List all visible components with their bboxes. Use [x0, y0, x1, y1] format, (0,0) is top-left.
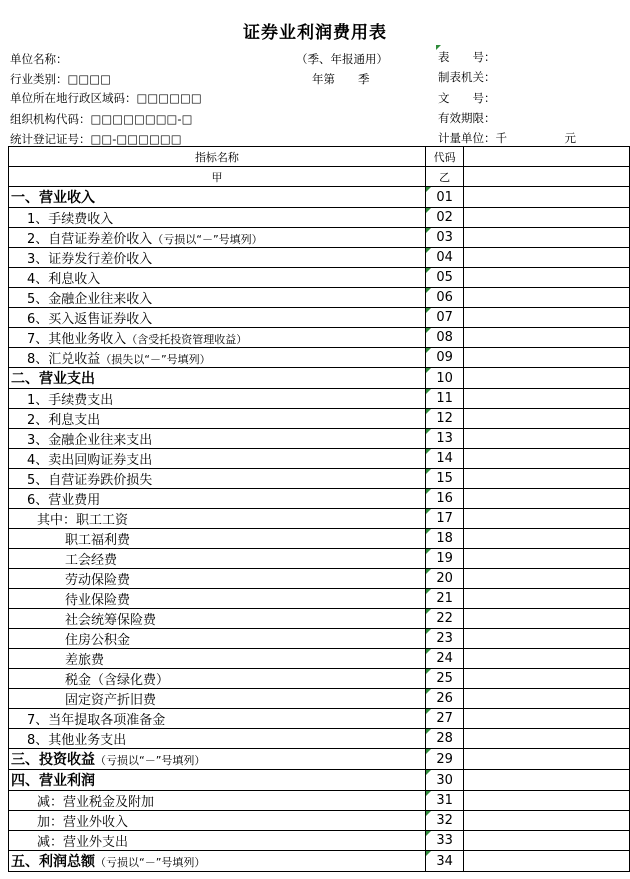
unit-name-label: 单位名称：: [10, 52, 68, 66]
row-code: [425, 308, 464, 328]
row-name-text: 职工福利费: [65, 533, 131, 548]
row-name-text: 减：营业外支出: [37, 835, 129, 850]
cell-marker-icon: [426, 770, 431, 775]
stat-reg-no-label: 统计登记证号：: [10, 132, 91, 146]
row-indicator-name: [9, 811, 426, 831]
row-code: [425, 609, 464, 629]
cell-marker-icon: [426, 709, 431, 714]
row-name-text: 减：营业税金及附加: [37, 795, 155, 810]
row-name-text: 8、其他业务支出: [27, 733, 127, 748]
cell-marker-icon: [426, 389, 431, 394]
row-value-cell[interactable]: [464, 729, 630, 749]
row-indicator-name: [9, 288, 426, 308]
cell-marker-icon: [426, 689, 431, 694]
row-code: [425, 469, 464, 489]
row-code-text: 01: [436, 189, 453, 205]
row-code-text: 32: [436, 813, 453, 828]
row-code-text: 28: [436, 731, 453, 746]
row-code-text: 31: [436, 793, 453, 808]
table-row: [9, 729, 630, 749]
table-row: [9, 811, 630, 831]
row-code: [425, 268, 464, 288]
row-code-text: 10: [436, 370, 453, 386]
row-value-cell[interactable]: [464, 469, 630, 489]
stat-reg-no: [10, 131, 182, 147]
cell-marker-icon: [426, 629, 431, 634]
row-value-cell[interactable]: [464, 509, 630, 529]
cell-marker-icon: [426, 228, 431, 233]
row-name-text: 住房公积金: [65, 633, 131, 648]
row-value-cell[interactable]: [464, 589, 630, 609]
stat-reg-no-value[interactable]: □□-□□□□□□: [90, 132, 182, 146]
row-code: [425, 248, 464, 268]
row-indicator-name: [9, 208, 426, 228]
row-indicator-name: [9, 228, 426, 248]
row-indicator-name: [9, 348, 426, 368]
row-code: [425, 831, 464, 851]
row-name-text: 固定资产折旧费: [65, 693, 157, 708]
row-name-text: 5、自营证券跌价损失: [27, 473, 153, 488]
cell-marker-icon: [426, 791, 431, 796]
cell-marker-icon: [426, 449, 431, 454]
row-name-text: 待业保险费: [65, 593, 131, 608]
row-name-text: 7、当年提取各项准备金: [27, 713, 166, 728]
org-code: [10, 111, 192, 127]
row-name-text: 6、买入返售证券收入: [27, 312, 153, 327]
row-indicator-name: [9, 669, 426, 689]
table-row: [9, 429, 630, 449]
row-value-cell[interactable]: [464, 689, 630, 709]
row-indicator-name: [9, 409, 426, 429]
cell-marker-icon: [426, 308, 431, 313]
row-indicator-name: [9, 770, 426, 791]
row-indicator-name: [9, 609, 426, 629]
row-code-text: 17: [436, 511, 453, 526]
row-indicator-name: [9, 449, 426, 469]
row-code: [425, 549, 464, 569]
row-value-cell[interactable]: [464, 549, 630, 569]
table-row: [9, 689, 630, 709]
row-value-cell[interactable]: [464, 831, 630, 851]
row-value-cell[interactable]: [464, 248, 630, 268]
row-code-text: 12: [436, 411, 453, 426]
row-code: [425, 791, 464, 811]
row-code: [425, 489, 464, 509]
cell-marker-icon: [426, 831, 431, 836]
row-code: [425, 228, 464, 248]
row-value-cell[interactable]: [464, 609, 630, 629]
profit-expense-table: [8, 146, 630, 872]
cell-marker-icon: [426, 469, 431, 474]
row-value-cell[interactable]: [464, 669, 630, 689]
row-code-text: 11: [436, 391, 453, 406]
row-indicator-name: [9, 368, 426, 389]
cell-marker-icon: [426, 409, 431, 414]
row-note-text: （亏损以“－”号填列）: [152, 233, 263, 246]
row-indicator-name: [9, 469, 426, 489]
validity-label: 有效期限：: [438, 111, 496, 125]
row-value-cell[interactable]: [464, 288, 630, 308]
row-value-cell[interactable]: [464, 629, 630, 649]
row-indicator-name: [9, 248, 426, 268]
table-row: [9, 308, 630, 328]
region-code-value[interactable]: □□□□□□: [136, 91, 202, 105]
org-code-value[interactable]: □□□□□□□□-□: [90, 112, 193, 126]
table-row: [9, 509, 630, 529]
row-value-cell[interactable]: [464, 749, 630, 770]
row-code-text: 09: [436, 350, 453, 365]
row-indicator-name: [9, 589, 426, 609]
cell-marker-icon: [426, 609, 431, 614]
table-row: [9, 368, 630, 389]
row-code-text: 33: [436, 833, 453, 848]
row-code: [425, 449, 464, 469]
row-name-text: 8、汇兑收益: [27, 352, 101, 367]
row-code: [425, 709, 464, 729]
row-code-text: 04: [436, 250, 453, 265]
row-code-text: 03: [436, 230, 453, 245]
row-code-text: 05: [436, 270, 453, 285]
row-name-text: 3、金融企业往来支出: [27, 433, 153, 448]
cell-marker-icon: [426, 811, 431, 816]
cell-marker-icon: [426, 208, 431, 213]
row-name-text: 加：营业外收入: [37, 815, 129, 830]
row-name-text: 二、营业支出: [11, 371, 95, 387]
table-row: [9, 669, 630, 689]
row-name-text: 社会统筹保险费: [65, 613, 157, 628]
row-code-text: 26: [436, 691, 453, 706]
row-name-text: 3、证券发行差价收入: [27, 252, 153, 267]
row-name-text: 5、金融企业往来收入: [27, 292, 153, 307]
cell-marker-icon: [426, 729, 431, 734]
row-value-cell[interactable]: [464, 328, 630, 348]
row-name-text: 差旅费: [65, 653, 105, 668]
row-name-text: 4、利息收入: [27, 272, 101, 287]
region-code: [10, 90, 202, 106]
row-code: [425, 348, 464, 368]
row-indicator-name: [9, 831, 426, 851]
cell-marker-icon: [426, 489, 431, 494]
cell-marker-icon: [426, 429, 431, 434]
row-indicator-name: [9, 709, 426, 729]
col-header-code-sub: 乙: [425, 167, 464, 187]
row-value-cell[interactable]: [464, 489, 630, 509]
row-name-text: 一、营业收入: [11, 190, 95, 206]
row-value-cell[interactable]: [464, 569, 630, 589]
row-value-cell[interactable]: [464, 187, 630, 208]
row-code: [425, 589, 464, 609]
table-row: [9, 389, 630, 409]
issuing-authority-label: 制表机关：: [438, 70, 496, 84]
row-code-text: 25: [436, 671, 453, 686]
row-code-text: 16: [436, 491, 453, 506]
row-note-text: （含受托投资管理收益）: [126, 333, 248, 346]
row-name-text: 五、利润总额: [11, 854, 95, 870]
col-header-value: [464, 147, 630, 167]
row-value-cell[interactable]: [464, 429, 630, 449]
row-note-text: （损失以“－”号填列）: [100, 353, 211, 366]
row-name-text: 2、利息支出: [27, 413, 101, 428]
table-row: [9, 791, 630, 811]
row-code: [425, 529, 464, 549]
row-value-cell[interactable]: [464, 709, 630, 729]
row-code: [425, 288, 464, 308]
row-code: [425, 328, 464, 348]
row-code: [425, 851, 464, 872]
table-row: [9, 187, 630, 208]
row-indicator-name: [9, 389, 426, 409]
table-row: [9, 328, 630, 348]
cell-marker-icon: [426, 549, 431, 554]
cell-marker-icon: [426, 529, 431, 534]
cell-marker-icon: [426, 749, 431, 754]
table-row: [9, 709, 630, 729]
cell-marker-icon: [426, 248, 431, 253]
table-row: [9, 569, 630, 589]
table-row: [9, 749, 630, 770]
row-code-text: 18: [436, 531, 453, 546]
row-code-text: 20: [436, 571, 453, 586]
cell-marker-icon: [426, 649, 431, 654]
row-code: [425, 509, 464, 529]
row-value-cell[interactable]: [464, 409, 630, 429]
row-code: [425, 749, 464, 770]
row-value-cell[interactable]: [464, 791, 630, 811]
row-code-text: 23: [436, 631, 453, 646]
table-row: [9, 409, 630, 429]
cell-marker-icon: [426, 669, 431, 674]
cell-marker-icon: [426, 187, 431, 192]
table-row: [9, 589, 630, 609]
row-value-cell[interactable]: [464, 348, 630, 368]
row-value-cell[interactable]: [464, 449, 630, 469]
year-season[interactable]: 年第 季: [312, 72, 370, 86]
row-indicator-name: [9, 529, 426, 549]
col-header-name-sub: 甲: [9, 167, 426, 187]
row-indicator-name: [9, 429, 426, 449]
row-name-text: 7、其他业务收入: [27, 332, 127, 347]
row-code-text: 19: [436, 551, 453, 566]
sheet-title: 证券业利润费用表: [243, 23, 387, 43]
row-name-text: 三、投资收益: [11, 752, 95, 768]
row-code: [425, 770, 464, 791]
row-value-cell[interactable]: [464, 649, 630, 669]
cell-marker-icon: [426, 328, 431, 333]
row-value-cell[interactable]: [464, 368, 630, 389]
row-code: [425, 569, 464, 589]
row-code-text: 30: [436, 772, 453, 788]
table-row: [9, 208, 630, 228]
row-indicator-name: [9, 489, 426, 509]
row-indicator-name: [9, 629, 426, 649]
form-number-label: 表 号：: [438, 50, 496, 64]
industry-category: [10, 71, 111, 87]
table-row: [9, 248, 630, 268]
row-code-text: 24: [436, 651, 453, 666]
document-number-label: 文 号：: [438, 91, 496, 105]
season-note: （季、年报通用）: [296, 52, 388, 66]
row-name-text: 1、手续费收入: [27, 212, 114, 227]
col-header-value-sub: [464, 167, 630, 187]
row-code-text: 34: [436, 853, 453, 869]
row-indicator-name: [9, 268, 426, 288]
cell-marker-icon: [426, 589, 431, 594]
row-code: [425, 629, 464, 649]
row-name-text: 劳动保险费: [65, 573, 131, 588]
row-code-text: 07: [436, 310, 453, 325]
row-indicator-name: [9, 328, 426, 348]
row-note-text: （亏损以“－”号填列）: [95, 754, 206, 767]
unit-of-measure-label: 计量单位：千 元: [438, 131, 576, 145]
org-code-label: 组织机构代码：: [10, 112, 91, 126]
industry-category-value[interactable]: □□□□: [67, 72, 111, 86]
cell-marker-icon: [426, 851, 431, 856]
row-indicator-name: [9, 308, 426, 328]
row-code-text: 15: [436, 471, 453, 486]
row-code-text: 13: [436, 431, 453, 446]
row-value-cell[interactable]: [464, 228, 630, 248]
row-name-text: 1、手续费支出: [27, 393, 114, 408]
table-row: [9, 629, 630, 649]
table-row: [9, 489, 630, 509]
table-header-row: [9, 147, 630, 167]
cell-marker-icon: [426, 348, 431, 353]
row-indicator-name: [9, 569, 426, 589]
row-indicator-name: [9, 549, 426, 569]
region-code-label: 单位所在地行政区域码：: [10, 91, 137, 105]
row-note-text: （亏损以“－”号填列）: [95, 856, 206, 869]
row-value-cell[interactable]: [464, 389, 630, 409]
row-code: [425, 689, 464, 709]
cell-marker-icon: [426, 288, 431, 293]
table-header-row: [9, 167, 630, 187]
table-row: [9, 449, 630, 469]
row-value-cell[interactable]: [464, 851, 630, 872]
table-row: [9, 851, 630, 872]
row-value-cell[interactable]: [464, 308, 630, 328]
row-value-cell[interactable]: [464, 529, 630, 549]
table-row: [9, 268, 630, 288]
row-indicator-name: [9, 509, 426, 529]
row-name-text: 4、卖出回购证券支出: [27, 453, 153, 468]
table-row: [9, 529, 630, 549]
row-code: [425, 389, 464, 409]
row-indicator-name: [9, 851, 426, 872]
row-code-text: 06: [436, 290, 453, 305]
table-row: [9, 288, 630, 308]
table-row: [9, 469, 630, 489]
row-code-text: 14: [436, 451, 453, 466]
row-value-cell[interactable]: [464, 770, 630, 791]
row-name-text: 其中：职工工资: [37, 513, 129, 528]
row-name-text: 6、营业费用: [27, 493, 101, 508]
industry-category-label: 行业类别：: [10, 72, 68, 86]
row-value-cell[interactable]: [464, 208, 630, 228]
row-code: [425, 669, 464, 689]
row-indicator-name: [9, 187, 426, 208]
row-code-text: 21: [436, 591, 453, 606]
row-indicator-name: [9, 689, 426, 709]
row-code: [425, 187, 464, 208]
row-code: [425, 409, 464, 429]
row-code: [425, 649, 464, 669]
row-name-text: 税金（含绿化费）: [65, 673, 170, 688]
row-code: [425, 208, 464, 228]
table-row: [9, 228, 630, 248]
table-row: [9, 609, 630, 629]
row-code: [425, 429, 464, 449]
table-row: [9, 348, 630, 368]
col-header-code: 代码: [425, 147, 464, 167]
row-code-text: 02: [436, 210, 453, 225]
row-code: [425, 811, 464, 831]
row-value-cell[interactable]: [464, 268, 630, 288]
row-indicator-name: [9, 791, 426, 811]
row-name-text: 工会经费: [65, 553, 118, 568]
cell-marker-icon: [426, 368, 431, 373]
row-code: [425, 729, 464, 749]
row-code: [425, 368, 464, 389]
row-name-text: 2、自营证券差价收入: [27, 232, 153, 247]
row-code-text: 27: [436, 711, 453, 726]
row-indicator-name: [9, 749, 426, 770]
table-row: [9, 549, 630, 569]
cell-marker-icon: [426, 268, 431, 273]
row-name-text: 四、营业利润: [11, 773, 95, 789]
row-indicator-name: [9, 729, 426, 749]
row-indicator-name: [9, 649, 426, 669]
cell-marker-icon: [426, 509, 431, 514]
col-header-name: 指标名称: [9, 147, 426, 167]
row-code-text: 29: [436, 751, 453, 767]
table-row: [9, 649, 630, 669]
cell-marker-icon: [426, 569, 431, 574]
table-row: [9, 770, 630, 791]
row-value-cell[interactable]: [464, 811, 630, 831]
row-code-text: 22: [436, 611, 453, 626]
table-row: [9, 831, 630, 851]
row-code-text: 08: [436, 330, 453, 345]
